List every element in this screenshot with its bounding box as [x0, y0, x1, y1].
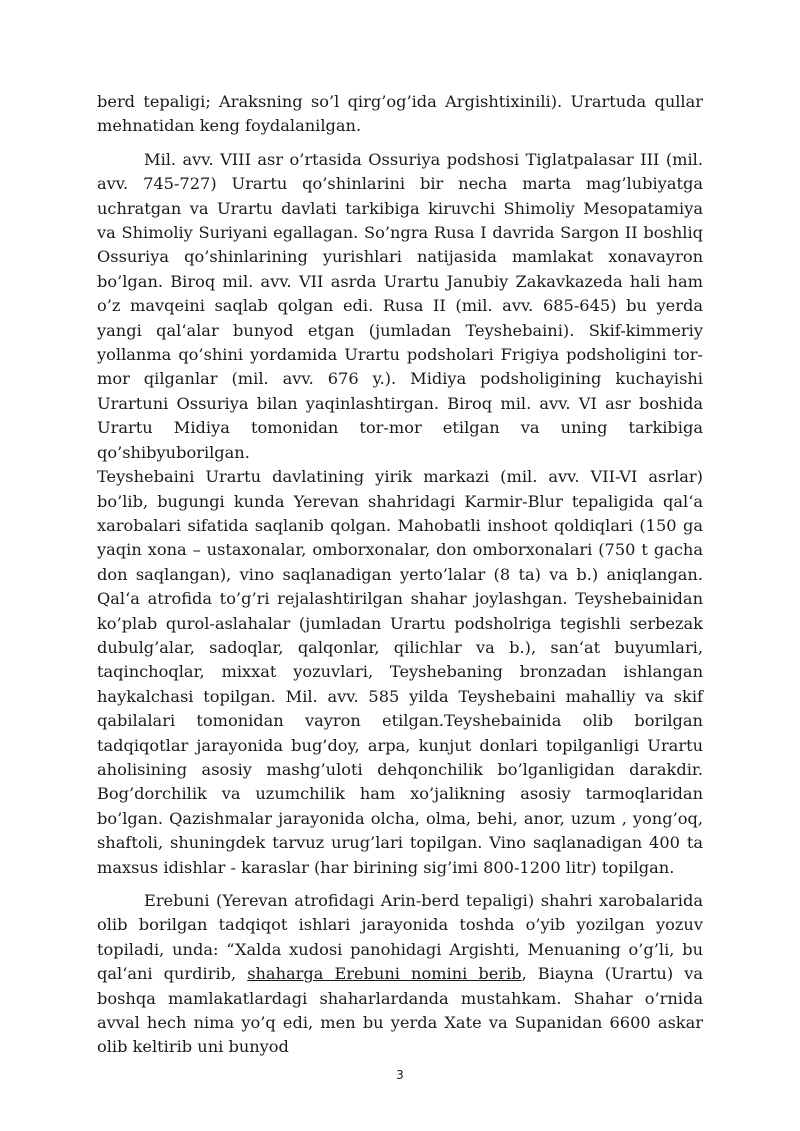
erebuni-text-start: Erebuni (Yerevan atrofidagi Arin-berd tepaligi) shahri xarobalarida olib borilgan tadqiqot ishlari jarayonida toshda o’yib yozilgan yozuv topiladi, unda: “Xalda xudosi panohidagi Argishti, Menuaning o’g’li, bu qal‘ani qurdirib,	[97, 891, 703, 984]
body-text	[97, 90, 703, 1060]
underlined-phrase: shaharga Erebuni nomini berib	[247, 964, 522, 984]
paragraph-continuation: berd tepaligi; Araksning so’l qirg’og’ida Argishtixinili). Urartuda qullar mehnatidan keng foydalanilgan.	[97, 92, 703, 136]
paragraph-urartu-assyria: Mil. avv. VIII asr o’rtasida Ossuriya podshosi Tiglatpalasar III (mil. avv. 745-727) Urartu qo’shinlarini bir necha marta mag’lubiyatga uchratgan va Urartu davlati tarkibiga kiruvchi Shimoliy Mesopatamiya va Shimoliy Suriyani egallagan. So’ngra Rusa I davrida Sargon II boshliq Ossuriya qo’shinlarining yurishlari natijasida mamlakat xonavayron bo’lgan. Biroq mil. avv. VII asrda Urartu Janubiy Zakavkazeda hali ham o’z mavqeini saqlab qolgan edi. Rusa II (mil. avv. 685-645) bu yerda yangi qal‘alar bunyod etgan (jumladan Teyshebaini). Skif-kimmeriy yollanma qo’shini yordamida Urartu podsholari Frigiya podsholigini tor-mor qilganlar (mil. avv. 676 y.). Midiya podsholigining kuchayishi Urartuni Ossuriya bilan yaqinlashtirgan. Biroq mil. avv. VI asr boshida Urartu Midiya tomonidan tor-mor etilgan va uning tarkibiga qo’shibyuborilgan.	[97, 149, 703, 462]
paragraph-erebuni	[97, 889, 703, 1060]
erebuni-text-end: , Biayna (Urartu) va boshqa mamlakatlardagi shaharlardanda mustahkam. Shahar o’rnida avval hech nima yo’q edi, men bu yerda Xate va Supanidan 6600 askar olib keltirib uni bunyod	[97, 964, 703, 1057]
page-number: 3	[396, 1068, 404, 1082]
paragraph-teyshebaini: Teyshebaini Urartu davlatining yirik markazi (mil. avv. VII-VI asrlar) bo’lib, bugungi kunda Yerevan shahridagi Karmir-Blur tepaligida qal‘a xarobalari sifatida saqlanib qolgan. Mahobatli inshoot qoldiqlari (150 ga yaqin xona – ustaxonalar, omborxonalar, don omborxonalari (750 t gacha don saqlangan), vino saqlanadigan yerto’lalar (8 ta) va b.) aniqlangan. Qal‘a atrofida to’g’ri rejalashtirilgan shahar joylashgan. Teyshebainidan ko’plab qurol-aslahalar (jumladan Urartu podsholriga tegishli serbezak dubulg’alar, sadoqlar, qalqonlar, qilichlar va b.), san‘at buyumlari, taqinchoqlar, mixxat yozuvlari, Teyshebaning bronzadan ishlangan haykalchasi topilgan. Mil. avv. 585 yilda Teyshebaini mahalliy va skif qabilalari tomonidan vayron etilgan.Teyshebainida olib borilgan tadqiqotlar jarayonida bug’doy, arpa, kunjut donlari topilganligi Urartu aholisining asosiy mashg’uloti dehqonchilik bo’lganligidan darakdir. Bog’dorchilik va uzumchilik ham xo’jalikning asosiy tarmoqlaridan bo’lgan. Qazishmalar jarayonida olcha, olma, behi, anor, uzum , yong’oq, shaftoli, shuningdek tarvuz urug’lari topilgan. Vino saqlanadigan 400 ta maxsus idishlar - karaslar (har birining sig’imi 800-1200 litr) topilgan.	[97, 467, 703, 877]
